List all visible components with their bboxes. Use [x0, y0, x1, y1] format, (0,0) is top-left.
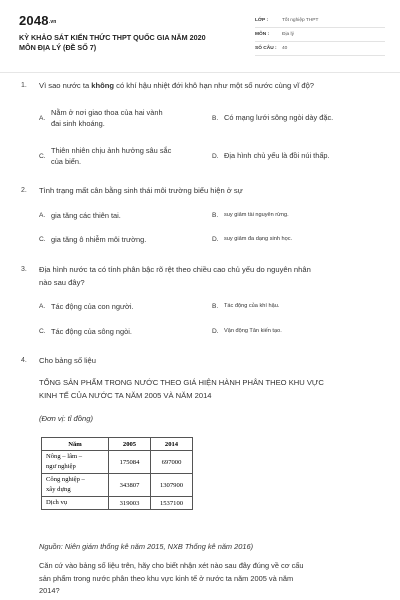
question-prompt: Căn cứ vào bảng số liệu trên, hãy cho biết nhận xét nào sau đây đúng về cơ cấu sản phẩm trong nước phân theo khu vực kinh tế ở nước ta năm 2005 và năm 2014? [39, 561, 304, 595]
header-divider [0, 72, 400, 73]
site-logo[interactable]: $2048^{.vn}$ [19, 13, 57, 28]
option-b[interactable]: B. Tác động của khí hậu. [212, 303, 280, 311]
exam-header [0, 0, 400, 74]
value-2005: 175084 [109, 451, 151, 474]
exam-meta [255, 14, 385, 56]
row-label: Dịch vụ [42, 497, 109, 510]
table-header-cell: 2005 [109, 438, 151, 451]
option-d[interactable]: D. suy giảm đa dạng sinh học. [212, 236, 293, 244]
question-number: 2. [21, 187, 27, 194]
question-text: Địa hình nước ta có tính phân bậc rõ rệt theo chiều cao chủ yếu do nguyên nhân nào sau đây? [39, 265, 311, 287]
option-b[interactable]: B. Có mạng lưới sông ngòi dày đặc. [212, 113, 334, 123]
value-2014: 1537100 [151, 497, 193, 510]
option-c[interactable]: C. Tác động của sông ngòi. [39, 327, 132, 336]
option-a[interactable]: A. Tác động của con người. [39, 302, 134, 311]
table-header-cell: Năm [42, 438, 109, 451]
question-text: Vì sao nước ta không có khí hậu nhiệt đới khô hạn như một số nước cùng vĩ độ? [39, 81, 315, 90]
option-c[interactable]: C. Thiên nhiên chịu ảnh hưởng sâu sắc của biển. [39, 145, 172, 166]
option-d[interactable]: D. Vận động Tân kiến tạo. [212, 328, 282, 336]
table-source: Nguồn: Niên giám thống kê năm 2015, NXB Thống kê năm 2016) [39, 542, 254, 551]
value-2014: 697000 [151, 451, 193, 474]
meta-class: LỚP : Tốt nghiệp THPT [255, 14, 385, 28]
gdp-table [41, 437, 193, 510]
table-row [42, 451, 193, 474]
value-2014: 1307900 [151, 474, 193, 497]
option-b[interactable]: B. suy giảm tài nguyên rừng. [212, 212, 289, 220]
table-unit: (Đơn vị: tỉ đồng) [39, 414, 93, 423]
option-c[interactable]: C. gia tăng ô nhiễm môi trường. [39, 235, 147, 244]
option-a[interactable]: A. Nằm ở nơi giao thoa của hai vành đai sinh khoáng. [39, 107, 163, 128]
table-row [42, 474, 193, 497]
exam-title: KỲ KHẢO SÁT KIẾN THỨC THPT QUỐC GIA NĂM 2020 MÔN ĐỊA LÝ (ĐỀ SỐ 7) [19, 33, 206, 52]
row-label: Nông – lâm – ngư nghiệp [42, 451, 109, 474]
table-row [42, 497, 193, 510]
value-2005: 343807 [109, 474, 151, 497]
value-2005: 319003 [109, 497, 151, 510]
option-a[interactable]: A. gia tăng các thiên tai. [39, 211, 121, 220]
meta-question-count: SỐ CÂU : 40 [255, 42, 385, 56]
question-number: 1. [21, 82, 27, 89]
table-heading: TỔNG SẢN PHẨM TRONG NƯỚC THEO GIÁ HIỆN HÀNH PHÂN THEO KHU VỰC KINH TẾ CỦA NƯỚC TA NĂM 2005 VÀ NĂM 2014 [39, 378, 324, 400]
table-header-row [42, 438, 193, 451]
option-d[interactable]: D. Địa hình chủ yếu là đồi núi thấp. [212, 151, 330, 161]
table-header-cell: 2014 [151, 438, 193, 451]
question-text: Cho bảng số liệu [39, 356, 96, 365]
question-number: 4. [21, 357, 27, 364]
row-label: Công nghiệp – xây dựng [42, 474, 109, 497]
question-text: Tình trạng mất cân bằng sinh thái môi trường biểu hiện ở sự [39, 186, 243, 195]
meta-subject: MÔN : Địa lý [255, 28, 385, 42]
question-number: 3. [21, 266, 27, 273]
